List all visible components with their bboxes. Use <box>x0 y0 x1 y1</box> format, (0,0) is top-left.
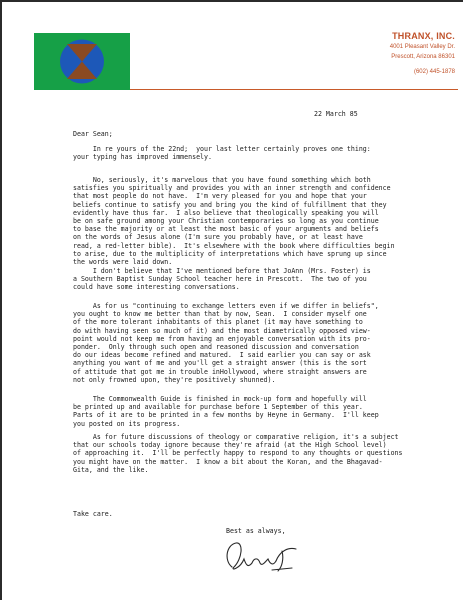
signoff: Best as always, <box>226 527 286 535</box>
handwritten-signature <box>218 537 308 582</box>
address-line-1: 4001 Pleasant Valley Dr. <box>389 44 455 50</box>
logo-hourglass-icon <box>34 33 130 90</box>
paragraph: I don't believe that I've mentioned before that JoAnn (Mrs. Foster) is a Southern Baptist Sunday School teacher here in Prescott. The two of you could have some interesting conversations. <box>73 267 371 292</box>
letterhead-address-block <box>390 31 455 77</box>
letter-date: 22 March 85 <box>314 110 358 118</box>
paragraph: The Commonwealth Guide is finished in mock-up form and hopefully will be printed up and available for purchase before 1 September of this year. Parts of it are to be printed in a few months by Heyne in Germany. I'll keep you posted on its progress. <box>73 395 379 428</box>
letterhead-rule <box>130 89 458 90</box>
paragraph: As for future discussions of theology or comparative religion, it's a subject that our schools today ignore because they're afraid (at the High School level) of approaching it. I'll be perfectly happy to respond to any thoughts or questions you might have on the matter. I know a bit about the Koran, and the Bhagavad- Gita, and the like. <box>73 433 403 474</box>
signature-scribble-icon <box>218 537 308 577</box>
page-edge-top <box>0 0 463 2</box>
address-line-2: Prescott, Arizona 86301 <box>391 54 455 60</box>
salutation: Dear Sean; <box>73 130 113 138</box>
paragraph: No, seriously, it's marvelous that you have found something which both satisfies you spiritually and provides you with an inner strength and confidence that most people do not have. I'm very pleased for you and hope that your beliefs continue to satisfy you and bring you the kind of fulfillment that they evidently have thus far. I also believe that theologically speaking you will be on safe ground among your Christian contemporaries so long as you continue to base the majority or at least the most basic of your arguments and beliefs on the words of Jesus alone (I'm sure you probably have, or at least have read, a red-letter bible). It's elsewhere with the book where difficulties begin to arise, due to the multiplicity of interpretations which have sprung up since the words were laid down. <box>73 176 395 267</box>
paragraph: As for us "continuing to exchange letters even if we differ in beliefs", you ought to know me better than that by now, Sean. I consider myself one of the more tolerant inhabitants of this planet (it may have something to do with having seen so much of it) and the most diametrically opposed view- point would not keep me from having an enjoyable conversation with its pro- ponder. Only through such open and reasoned discussion and conversation do our ideas become refined and matured. I said earlier you can say or ask anything you want of me and you'll get a straight answer (this is the sort of attitude that got me in trouble inHollywood, where straight answers are not only frowned upon, they're positively shunned). <box>73 302 379 384</box>
page-edge-left <box>0 0 2 600</box>
paragraph: In re yours of the 22nd; your last letter certainly proves one thing: your typing has improved immensely. <box>73 145 371 162</box>
phone-number: (602) 445-1878 <box>413 69 455 75</box>
company-name: THRANX, INC. <box>392 31 455 41</box>
company-logo <box>34 33 130 90</box>
closing: Take care. <box>73 510 113 518</box>
